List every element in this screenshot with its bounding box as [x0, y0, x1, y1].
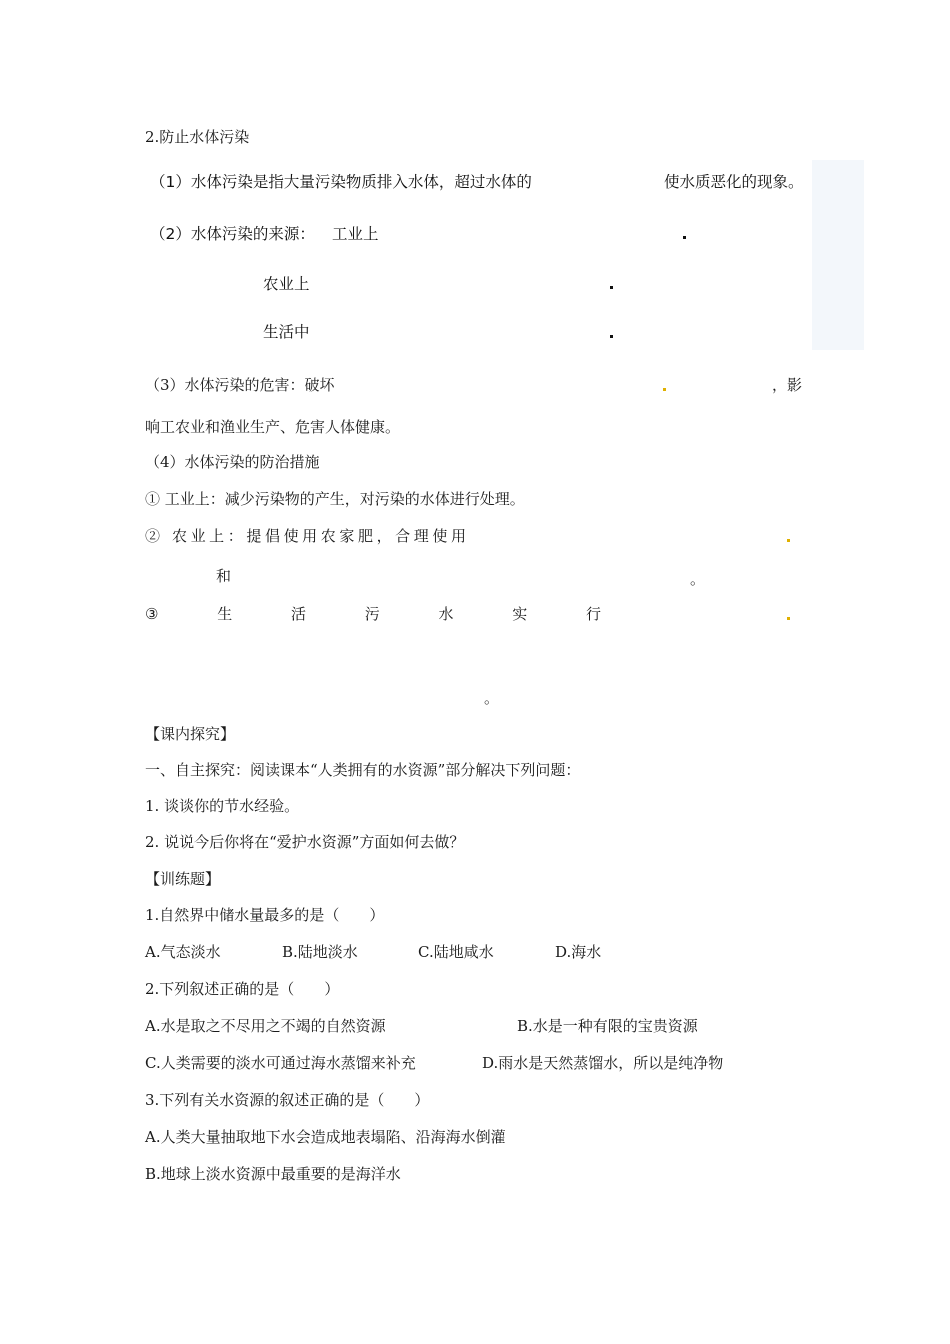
source-life: 生活中	[263, 323, 310, 341]
side-panel	[812, 160, 864, 350]
m3-char: 污	[364, 605, 380, 623]
q1-option-d: D.海水	[555, 943, 602, 961]
train-title: 【训练题】	[145, 870, 221, 888]
q2-option-b: B.水是一种有限的宝贵资源	[517, 1017, 698, 1035]
q1-option-a: A.气态淡水	[145, 943, 221, 961]
m3-char: 活	[290, 605, 306, 623]
q3-option-b: B.地球上淡水资源中最重要的是海洋水	[145, 1165, 401, 1183]
measure-end: 。	[690, 570, 706, 588]
explore-q1: 1. 谈谈你的节水经验。	[145, 797, 300, 815]
explore-intro: 一、自主探究：阅读课本“人类拥有的水资源”部分解决下列问题：	[145, 761, 581, 779]
train-q1: 1.自然界中储水量最多的是（ ）	[145, 906, 385, 924]
blank-end-dot	[610, 286, 613, 289]
blank-mark	[787, 617, 790, 620]
q1-option-c: C.陆地咸水	[418, 943, 494, 961]
watermark	[419, 256, 540, 334]
prevention-heading: （4）水体污染的防治措施	[145, 453, 320, 471]
harm-text: （3）水体污染的危害：破坏	[145, 376, 335, 394]
harm-comma: ，影	[772, 376, 803, 394]
definition-text: （1）水体污染是指大量污染物质排入水体，超过水体的	[150, 173, 532, 191]
q3-option-a: A.人类大量抽取地下水会造成地表塌陷、沿海海水倒灌	[145, 1128, 506, 1146]
measure-industry: ① 工业上：减少污染物的产生，对污染的水体进行处理。	[145, 490, 525, 508]
m3-char: 实	[512, 605, 528, 623]
measure-agriculture: ② 农业上：提倡使用农家肥，合理使用	[145, 527, 470, 545]
measure-and: 和	[216, 567, 232, 585]
blank-mark	[787, 539, 790, 542]
explore-q2: 2. 说说今后你将在“爱护水资源”方面如何去做？	[145, 833, 465, 851]
source-label: （2）水体污染的来源：	[150, 225, 315, 243]
explore-title: 【课内探究】	[145, 725, 236, 743]
blank-end-dot	[610, 335, 613, 338]
source-agriculture: 农业上	[263, 275, 310, 293]
q2-option-c: C.人类需要的淡水可通过海水蒸馏来补充	[145, 1054, 416, 1072]
source-industry: 工业上	[332, 225, 379, 243]
m3-char: 行	[585, 605, 601, 623]
q2-option-d: D.雨水是天然蒸馏水，所以是纯净物	[482, 1054, 724, 1072]
harm-text-cont: 响工农业和渔业生产、危害人体健康。	[145, 418, 401, 436]
definition-text-end: 使水质恶化的现象。	[664, 173, 804, 191]
m3-char: 生	[217, 605, 233, 623]
train-q3: 3.下列有关水资源的叙述正确的是（ ）	[145, 1091, 430, 1109]
m3-char: ③	[145, 605, 159, 623]
train-q2: 2.下列叙述正确的是（ ）	[145, 980, 340, 998]
blank-mark	[663, 388, 666, 391]
section-heading: 2.防止水体污染	[145, 128, 250, 146]
q2-option-a: A.水是取之不尽用之不竭的自然资源	[145, 1017, 386, 1035]
q1-option-b: B.陆地淡水	[282, 943, 358, 961]
blank-end-dot	[683, 236, 686, 239]
m3-char: 水	[438, 605, 454, 623]
measure-life-end: 。	[484, 689, 500, 707]
measure-life	[145, 604, 601, 624]
